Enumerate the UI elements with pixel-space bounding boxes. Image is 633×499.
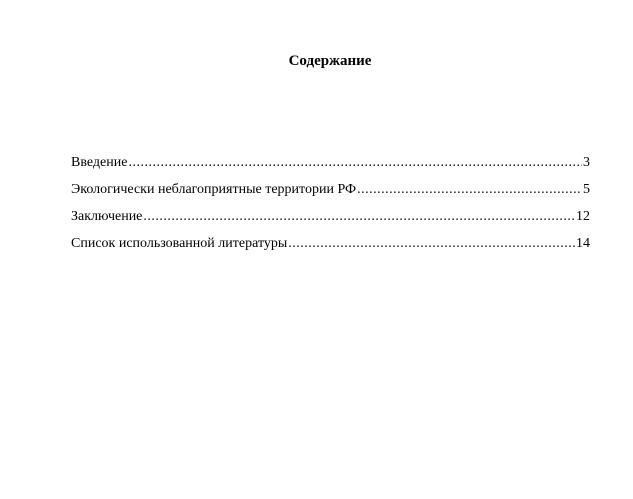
toc-entry-introduction	[71, 154, 590, 181]
toc-page-number: 12	[576, 209, 590, 224]
toc-entry-label: Экологически неблагоприятные территории РФ	[71, 182, 357, 197]
toc-dot-leader	[357, 181, 582, 199]
toc-entry-label: Список использованной литературы	[71, 236, 288, 251]
toc-title: Содержание	[288, 53, 372, 69]
toc-entry-label: Введение	[71, 155, 128, 170]
toc-dot-leader	[128, 154, 582, 172]
table-of-contents	[71, 154, 590, 262]
toc-page-number: 5	[583, 182, 590, 197]
toc-dot-leader	[143, 208, 575, 226]
toc-entry-label: Заключение	[71, 209, 143, 224]
toc-page-number: 14	[576, 236, 590, 251]
toc-page-number: 3	[583, 155, 590, 170]
toc-entry-territories	[71, 181, 590, 208]
toc-entry-bibliography	[71, 235, 590, 262]
toc-entry-conclusion	[71, 208, 590, 235]
toc-dot-leader	[288, 235, 575, 253]
